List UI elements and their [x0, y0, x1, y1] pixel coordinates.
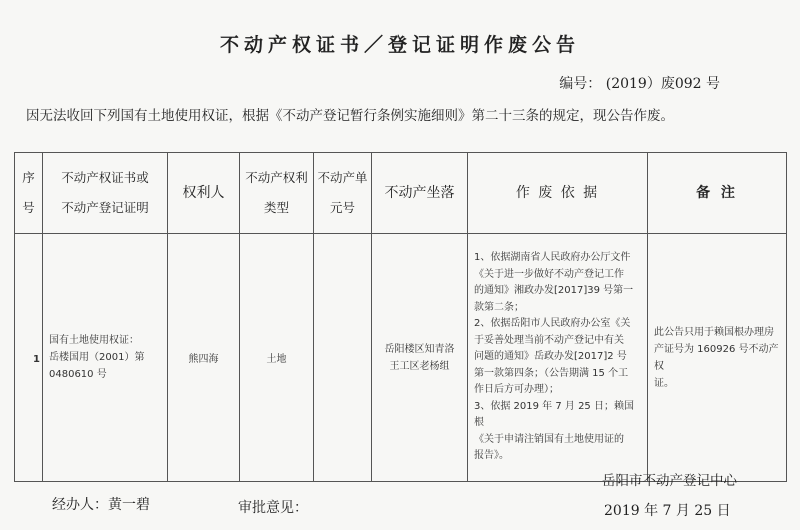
row-unit [314, 234, 372, 482]
row-note [648, 234, 787, 482]
header-unit-line2: 元号 [329, 200, 355, 215]
row-holder: 熊四海 [168, 234, 240, 482]
issuer-name: 岳阳市不动产登记中心 [602, 473, 737, 489]
header-unit [314, 153, 372, 234]
basis-line: 《关于进一步做好不动产登记工作 [474, 268, 624, 280]
header-location: 不动产坐落 [372, 153, 468, 234]
row-cert-line: 国有土地使用权证： [49, 335, 139, 346]
header-cert-line1: 不动产权证书或 [61, 170, 149, 185]
row-location-line: 王工区老杨组 [389, 360, 450, 372]
header-basis: 作 废 依 据 [468, 153, 648, 234]
header-type-line1: 不动产权利 [245, 170, 308, 185]
handler-signature: 经办人：黄一碧 [52, 497, 150, 513]
header-cert [43, 153, 168, 234]
header-unit-line1: 不动产单 [317, 170, 368, 185]
row-cert [43, 234, 168, 482]
header-cert-line2: 不动产登记证明 [61, 200, 149, 215]
basis-line: 的通知》湘政办发[2017]39 号第一 [474, 285, 634, 297]
note-line: 产证号为 160926 号不动产权 [654, 343, 779, 372]
row-basis [468, 234, 648, 482]
note-line: 此公告只用于赖国根办理房 [654, 326, 774, 338]
note-line: 证。 [654, 377, 674, 389]
void-certificate-table [14, 152, 787, 482]
header-type [240, 153, 314, 234]
issue-date: 2019 年 7 月 25 日 [604, 503, 731, 519]
row-location-line: 岳阳楼区知青洛 [384, 343, 455, 355]
header-holder: 权利人 [168, 153, 240, 234]
basis-line: 2、依据岳阳市人民政府办公室《关 [474, 318, 631, 330]
row-seq: 1 [15, 234, 43, 482]
row-cert-line: 岳楼国用（2001）第 [49, 352, 145, 363]
header-seq [15, 153, 43, 234]
header-note: 备 注 [648, 153, 787, 234]
basis-line: 3、依据 2019 年 7 月 25 日；赖国根 [474, 400, 634, 429]
row-cert-line: 0480610 号 [49, 369, 107, 380]
basis-line: 报告》。 [474, 450, 509, 462]
row-location [372, 234, 468, 482]
basis-line: 《关于申请注销国有土地使用证的 [474, 433, 624, 445]
basis-line: 问题的通知》岳政办发[2017]2 号 [474, 351, 627, 363]
row-type: 土地 [240, 234, 314, 482]
table-row [15, 234, 787, 482]
header-seq-line2: 号 [22, 200, 35, 215]
basis-line: 作日后方可办理）； [474, 384, 559, 396]
basis-line: 1、依据湖南省人民政府办公厅文件 [474, 252, 631, 264]
header-type-line2: 类型 [263, 200, 289, 215]
header-seq-line1: 序 [22, 170, 35, 185]
basis-line: 款第二条； [474, 301, 524, 313]
approval-label: 审批意见： [238, 500, 308, 516]
basis-line: 于妥善处理当前不动产登记中有关 [474, 334, 624, 346]
table-header-row [15, 153, 787, 234]
intro-paragraph: 因无法收回下列国有土地使用权证，根据《不动产登记暂行条例实施细则》第二十三条的规定，现公告作废。 [26, 108, 674, 124]
document-number: 编号： (2019）废092 号 [559, 76, 720, 92]
basis-line: 第一款第四条；（公告期满 15 个工 [474, 367, 629, 379]
notice-title: 不动产权证书／登记证明作废公告 [219, 34, 580, 56]
